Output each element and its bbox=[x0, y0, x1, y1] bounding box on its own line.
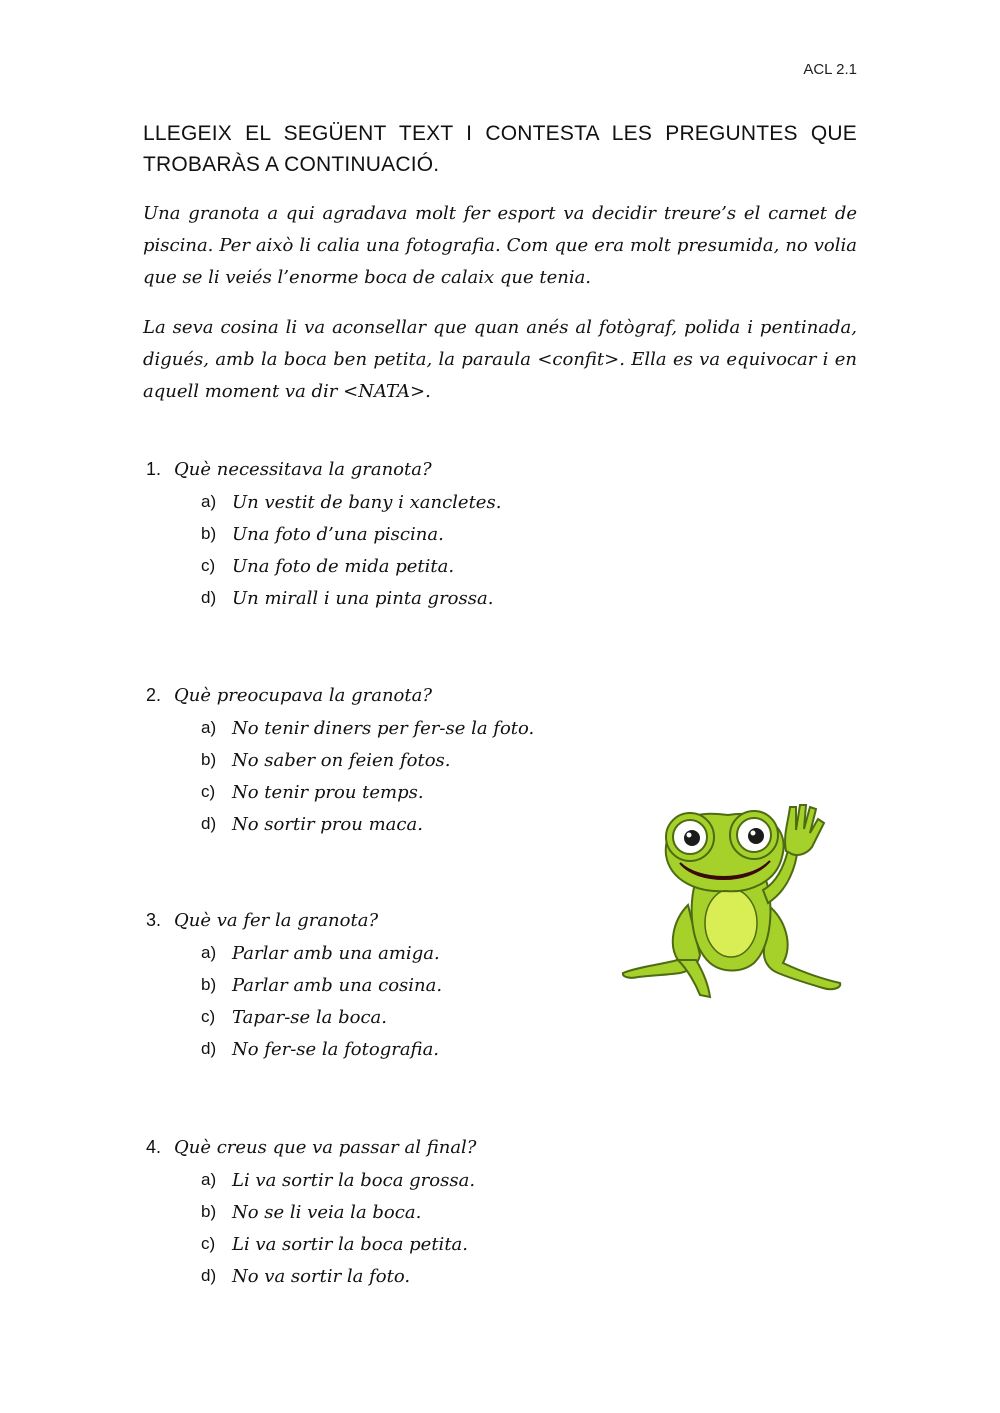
option-text: No se li veia la boca. bbox=[232, 1201, 422, 1223]
question-text: Què necessitava la granota? bbox=[174, 459, 432, 480]
question-number: 1. bbox=[146, 459, 162, 479]
option-a[interactable] bbox=[201, 937, 626, 969]
frog-right-eye bbox=[730, 811, 778, 859]
option-letter: d) bbox=[201, 588, 217, 607]
option-list bbox=[146, 712, 626, 840]
frog-belly bbox=[705, 889, 757, 957]
question-number: 3. bbox=[146, 910, 162, 930]
option-letter: d) bbox=[201, 1266, 217, 1285]
question-title bbox=[146, 1131, 626, 1164]
option-text: No sortir prou maca. bbox=[232, 813, 423, 835]
option-letter: c) bbox=[201, 1234, 216, 1253]
option-text: Tapar-se la boca. bbox=[232, 1006, 387, 1028]
option-c[interactable] bbox=[201, 1228, 626, 1260]
question-text: Què preocupava la granota? bbox=[174, 685, 433, 706]
question-4 bbox=[146, 1131, 626, 1292]
option-a[interactable] bbox=[201, 486, 626, 518]
option-letter: a) bbox=[201, 943, 217, 962]
option-c[interactable] bbox=[201, 550, 626, 582]
option-letter: b) bbox=[201, 975, 217, 994]
option-list bbox=[146, 937, 626, 1065]
option-letter: c) bbox=[201, 1007, 216, 1026]
question-3 bbox=[146, 904, 626, 1065]
option-d[interactable] bbox=[201, 582, 626, 614]
option-text: No va sortir la foto. bbox=[232, 1265, 411, 1287]
option-list bbox=[146, 1164, 626, 1292]
option-letter: a) bbox=[201, 1170, 217, 1189]
option-text: No fer-se la fotografia. bbox=[232, 1038, 440, 1060]
option-text: No tenir diners per fer-se la foto. bbox=[232, 717, 535, 739]
question-title bbox=[146, 679, 626, 712]
instruction-heading: LLEGEIX EL SEGÜENT TEXT I CONTESTA LES PREGUNTES QUE TROBARÀS A CONTINUACIÓ. bbox=[143, 122, 857, 176]
question-text: Què creus que va passar al final? bbox=[174, 1137, 477, 1158]
option-letter: c) bbox=[201, 782, 216, 801]
option-letter: a) bbox=[201, 492, 217, 511]
option-b[interactable] bbox=[201, 744, 626, 776]
option-c[interactable] bbox=[201, 1001, 626, 1033]
option-text: Un vestit de bany i xancletes. bbox=[232, 491, 502, 513]
option-d[interactable] bbox=[201, 1260, 626, 1292]
question-title bbox=[146, 904, 626, 937]
option-letter: b) bbox=[201, 524, 217, 543]
story-paragraph-1: Una granota a qui agradava molt fer esport va decidir treure’s el carnet de piscina. Per això li calia una fotografia. Com que era molt presumida, no volia que se li veiés l’enorme boca de calaix que tenia. bbox=[143, 203, 857, 288]
option-text: Un mirall i una pinta grossa. bbox=[232, 587, 494, 609]
page-code: ACL 2.1 bbox=[803, 61, 857, 78]
story-paragraph-2: La seva cosina li va aconsellar que quan anés al fotògraf, polida i pentinada, digués, amb la boca ben petita, la paraula <confit>. Ella es va equivocar i en aquell moment va dir <NATA>. bbox=[143, 317, 857, 402]
option-text: Una foto de mida petita. bbox=[232, 555, 455, 577]
option-letter: a) bbox=[201, 718, 217, 737]
option-a[interactable] bbox=[201, 1164, 626, 1196]
frog-right-leg bbox=[764, 905, 840, 989]
option-b[interactable] bbox=[201, 518, 626, 550]
option-list bbox=[146, 486, 626, 614]
option-text: Parlar amb una amiga. bbox=[232, 942, 440, 964]
option-letter: d) bbox=[201, 814, 217, 833]
option-b[interactable] bbox=[201, 1196, 626, 1228]
question-1 bbox=[146, 453, 626, 614]
option-letter: d) bbox=[201, 1039, 217, 1058]
option-a[interactable] bbox=[201, 712, 626, 744]
option-text: No saber on feien fotos. bbox=[232, 749, 451, 771]
option-d[interactable] bbox=[201, 1033, 626, 1065]
frog-illustration bbox=[618, 795, 843, 1010]
option-letter: c) bbox=[201, 556, 216, 575]
option-letter: b) bbox=[201, 1202, 217, 1221]
question-title bbox=[146, 453, 626, 486]
option-text: No tenir prou temps. bbox=[232, 781, 424, 803]
frog-left-eye bbox=[666, 813, 714, 861]
option-c[interactable] bbox=[201, 776, 626, 808]
question-number: 2. bbox=[146, 685, 162, 705]
option-d[interactable] bbox=[201, 808, 626, 840]
option-text: Li va sortir la boca grossa. bbox=[232, 1169, 476, 1191]
option-text: Parlar amb una cosina. bbox=[232, 974, 443, 996]
question-2 bbox=[146, 679, 626, 840]
question-number: 4. bbox=[146, 1137, 162, 1157]
option-letter: b) bbox=[201, 750, 217, 769]
option-text: Li va sortir la boca petita. bbox=[232, 1233, 469, 1255]
option-b[interactable] bbox=[201, 969, 626, 1001]
question-text: Què va fer la granota? bbox=[174, 910, 379, 931]
option-text: Una foto d’una piscina. bbox=[232, 523, 444, 545]
frog-body bbox=[692, 880, 771, 971]
